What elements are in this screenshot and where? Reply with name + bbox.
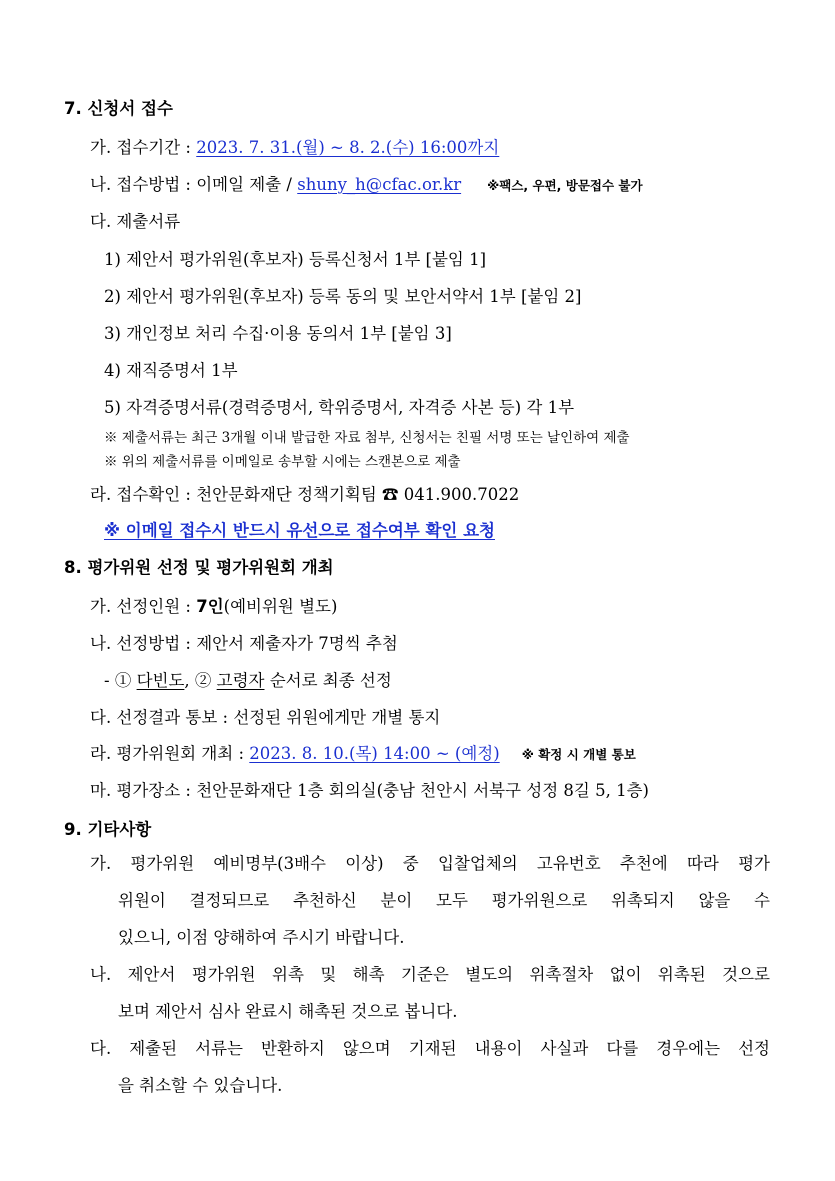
s7-document-item: 5) 자격증명서류(경력증명서, 학위증명서, 자격증 사본 등) 각 1부	[104, 398, 575, 417]
s7-receipt-method	[90, 173, 643, 198]
s7-note-1: ※ 제출서류는 최근 3개월 이내 발급한 자료 첨부, 신청서는 친필 서명 또는 날인하여 제출	[104, 430, 630, 446]
s8-selection-order	[104, 669, 392, 693]
s7-receipt-method-note: ※팩스, 우편, 방문접수 불가	[487, 178, 643, 193]
s8-selection-count	[90, 595, 337, 619]
s8-selection-method: 나. 선정방법 : 제안서 제출자가 7명씩 추첨	[90, 634, 398, 653]
s8-order-rest: 순서로 최종 선정	[264, 671, 392, 690]
s7-receipt-method-label: 나. 접수방법 : 이메일 제출 /	[90, 175, 298, 194]
s8-meeting-date	[90, 742, 636, 767]
s9-item-na-line2: 보며 제안서 심사 완료시 해촉된 것으로 봅니다.	[118, 1002, 458, 1021]
s7-receipt-period-label: 가. 접수기간 :	[90, 138, 197, 157]
s9-item-na-line1: 나. 제안서 평가위원 위촉 및 해촉 기준은 별도의 위촉절차 없이 위촉된 것으로	[90, 965, 770, 984]
section-8-title: 8. 평가위원 선정 및 평가위원회 개최	[64, 558, 334, 577]
s8-selection-count-label: 가. 선정인원 :	[90, 597, 197, 616]
section-7-title: 7. 신청서 접수	[64, 99, 173, 118]
s9-item-ga-line1: 가. 평가위원 예비명부(3배수 이상) 중 입찰업체의 고유번호 추천에 따라 평가	[90, 854, 770, 873]
s9-item-da-line1: 다. 제출된 서류는 반환하지 않으며 기재된 내용이 사실과 다를 경우에는 선정	[90, 1039, 770, 1058]
s8-meeting-date-label: 라. 평가위원회 개최 :	[90, 744, 250, 763]
s7-confirmation: 라. 접수확인 : 천안문화재단 정책기획팀 ☎ 041.900.7022	[90, 485, 520, 504]
s7-note-2: ※ 위의 제출서류를 이메일로 송부할 시에는 스캔본으로 제출	[104, 454, 461, 470]
s9-item-ga-line3: 있으니, 이점 양해하여 주시기 바랍니다.	[118, 928, 405, 947]
s8-order-first: 다빈도	[136, 671, 185, 690]
s8-result-notice: 다. 선정결과 통보 : 선정된 위원에게만 개별 통지	[90, 708, 441, 727]
s7-document-item: 1) 제안서 평가위원(후보자) 등록신청서 1부 [붙임 1]	[104, 250, 487, 269]
s8-order-sep: , ②	[184, 671, 217, 690]
s8-meeting-date-value: 2023. 8. 10.(목) 14:00 ~ (예정)	[249, 744, 500, 763]
s8-venue: 마. 평가장소 : 천안문화재단 1층 회의실(충남 천안시 서북구 성정 8길 5, 1층)	[90, 781, 649, 800]
s7-document-item: 3) 개인정보 처리 수집·이용 동의서 1부 [붙임 3]	[104, 324, 452, 343]
section-9-title: 9. 기타사항	[64, 820, 152, 839]
s7-confirmation-notice: ※ 이메일 접수시 반드시 유선으로 접수여부 확인 요청	[104, 521, 495, 540]
s7-document-item: 2) 제안서 평가위원(후보자) 등록 동의 및 보안서약서 1부 [붙임 2]	[104, 287, 582, 306]
s9-item-da-line2: 을 취소할 수 있습니다.	[118, 1076, 283, 1095]
s7-documents-label: 다. 제출서류	[90, 212, 181, 231]
email-link[interactable]: shuny_h@cfac.or.kr	[297, 175, 462, 194]
s8-selection-count-rest: (예비위원 별도)	[223, 597, 338, 616]
s9-item-ga-line2: 위원이 결정되므로 추천하신 분이 모두 평가위원으로 위촉되지 않을 수	[118, 891, 770, 910]
s7-receipt-period-value: 2023. 7. 31.(월) ~ 8. 2.(수) 16:00까지	[196, 138, 500, 157]
s8-selection-count-value: 7인	[196, 597, 224, 616]
s7-document-item: 4) 재직증명서 1부	[104, 361, 238, 380]
s7-receipt-period	[90, 136, 499, 160]
s8-order-prefix: - ①	[104, 671, 137, 690]
s8-order-second: 고령자	[216, 671, 265, 690]
s8-meeting-date-note: ※ 확정 시 개별 통보	[521, 747, 636, 762]
